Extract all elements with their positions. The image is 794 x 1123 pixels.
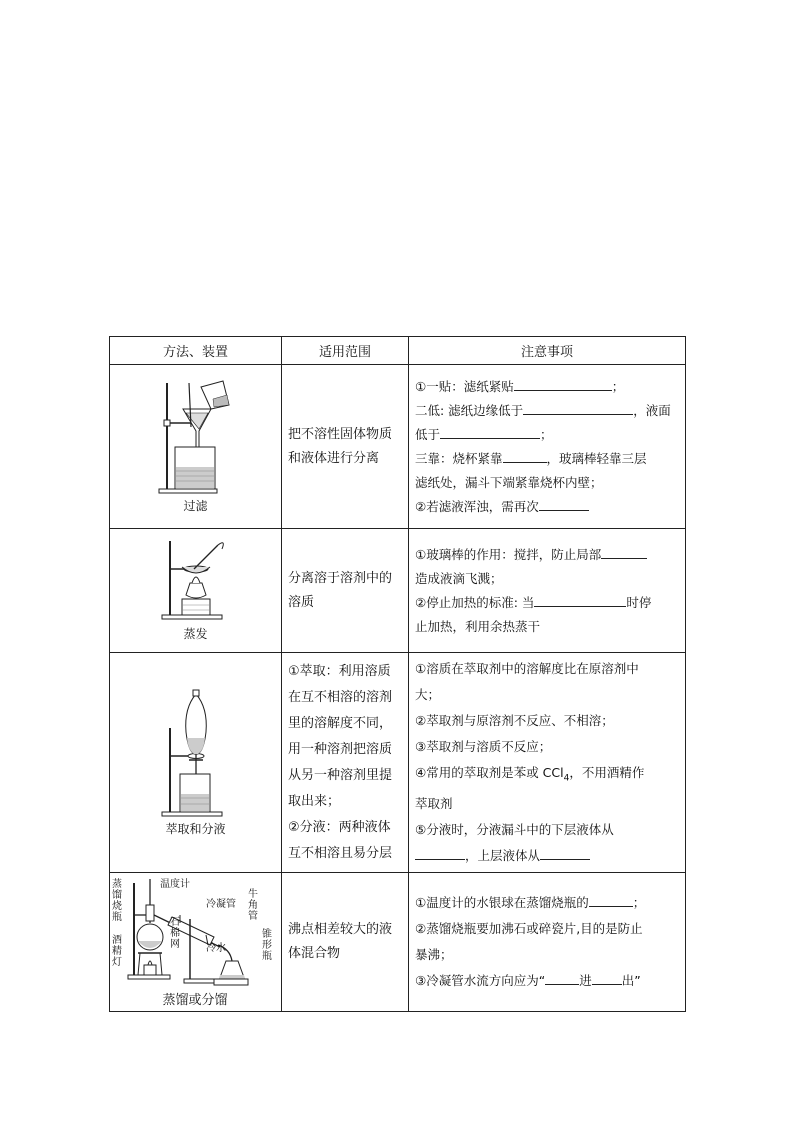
header-scope: 适用范围 — [282, 337, 409, 365]
answer-blank[interactable] — [514, 376, 612, 391]
separation-methods-table — [109, 336, 686, 1012]
extraction-scope: ①萃取：利用溶质 在互不相溶的溶剂 里的溶解度不同， 用一种溶剂把溶质 从另一种溶剂里提 取出来； ②分液：两种液体 互不相溶且易分层 — [282, 653, 409, 873]
distillation-caption: 蒸馏或分馏 — [162, 993, 228, 1008]
answer-blank[interactable] — [540, 845, 590, 860]
header-notes: 注意事项 — [409, 337, 686, 365]
filtration-scope: 把不溶性固体物质和液体进行分离 — [282, 365, 409, 529]
extraction-notes: ①溶质在萃取剂中的溶解度比在原溶剂中 大； ②萃取剂与原溶剂不反应、不相溶； ③萃取剂与溶质不反应； ④常用的萃取剂是苯或 CCl$_4$，不用酒精作 萃取剂 ⑤分液时，分液漏斗中的下层液体从 ，上层液体从 — [409, 653, 686, 873]
condenser-label: 冷凝管 — [206, 899, 236, 910]
table-header-row — [110, 337, 686, 365]
header-method: 方法、装置 — [110, 337, 282, 365]
filtration-notes: ①一贴：滤纸紧贴 ； 二低: 滤纸边缘低于 ，液面 低于 ； 三靠：烧杯紧靠 ，玻璃棒轻靠三层 滤纸处，漏斗下端紧靠烧杯内壁； ②若滤液浑浊，需再次 — [409, 365, 686, 529]
evaporation-diagram — [156, 539, 236, 621]
answer-blank[interactable] — [539, 496, 589, 511]
distillation-apparatus — [110, 873, 282, 1012]
answer-blank[interactable] — [523, 400, 633, 415]
extraction-caption: 萃取和分液 — [165, 822, 226, 836]
extraction-apparatus — [110, 653, 282, 873]
answer-blank[interactable] — [440, 424, 540, 439]
table-row-filtration — [110, 365, 686, 529]
distillation-scope: 沸点相差较大的液体混合物 — [282, 873, 409, 1012]
conical-flask-label: 锥 形 瓶 — [262, 929, 272, 962]
filtration-diagram — [151, 379, 241, 497]
answer-blank[interactable] — [592, 970, 622, 985]
evaporation-notes: ①玻璃棒的作用：搅拌，防止局部 造成液滴飞溅； ②停止加热的标准: 当 时停 止加热，利用余热蒸干 — [409, 529, 686, 653]
answer-blank[interactable] — [545, 970, 579, 985]
flask-label: 蒸 馏 烧 瓶 — [112, 879, 122, 923]
evaporation-caption: 蒸发 — [183, 627, 208, 641]
answer-blank[interactable] — [503, 448, 547, 463]
table-row-evaporation — [110, 529, 686, 653]
table-row-extraction — [110, 653, 686, 873]
distillation-notes: ①温度计的水银球在蒸馏烧瓶的 ； ②蒸馏烧瓶要加沸石或碎瓷片,目的是防止 暴沸； ③冷凝管水流方向应为“ 进 出” — [409, 873, 686, 1012]
thermometer-label: 温度计 — [160, 879, 190, 890]
answer-blank[interactable] — [534, 592, 626, 607]
table-row-distillation — [110, 873, 686, 1012]
answer-blank[interactable] — [589, 892, 633, 907]
evaporation-scope: 分离溶于溶剂中的溶质 — [282, 529, 409, 653]
answer-blank[interactable] — [415, 845, 465, 860]
extraction-diagram — [156, 688, 236, 818]
filtration-caption: 过滤 — [183, 499, 208, 513]
evaporation-apparatus — [110, 529, 282, 653]
water-label: 冷水 — [206, 943, 226, 954]
lamp-label: 酒 精 灯 — [112, 935, 122, 968]
adapter-label: 牛 角 管 — [248, 889, 258, 922]
answer-blank[interactable] — [601, 544, 647, 559]
gauze-label: 石 棉 网 — [170, 917, 180, 950]
filtration-apparatus — [110, 365, 282, 529]
